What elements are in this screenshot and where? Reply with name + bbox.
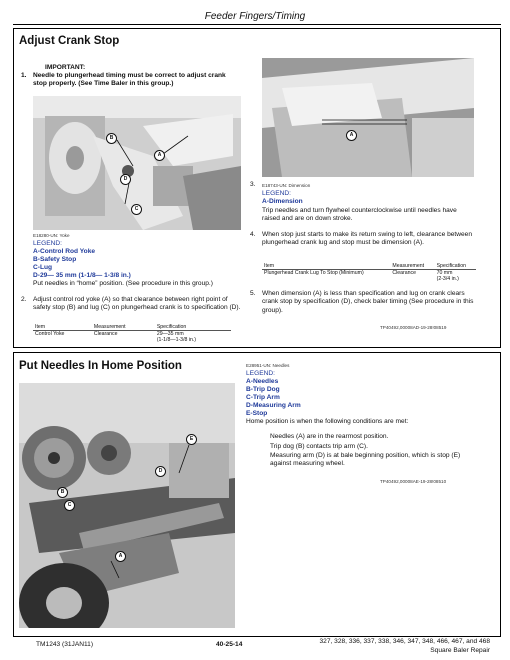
footer-page-number: 40-25-14 <box>216 641 243 648</box>
step-number: 1. <box>21 72 27 79</box>
legend-item: C-Trip Arm <box>246 394 280 401</box>
table-header: Specification <box>435 263 476 270</box>
reference-code: TP40492,00008AD-19-28!08519 <box>380 325 447 330</box>
table-header: Measurement <box>390 263 434 270</box>
step-number: 5. <box>250 290 256 297</box>
callout-c: C <box>64 500 75 511</box>
callout-d: D <box>120 174 131 185</box>
step-text: Adjust control rod yoke (A) so that clearance between right point of safety stop (B) and lug (C) on plungerhead crank is to specification (D). <box>33 296 241 312</box>
table-cell: Clearance <box>93 331 118 337</box>
table-cell <box>435 270 476 283</box>
figure-id: E18743-UN: Dimension <box>262 183 311 188</box>
callout-a: A <box>346 130 357 141</box>
legend-item: B-Safety Stop <box>33 256 77 263</box>
table-cell: Control Yoke <box>35 331 65 337</box>
callout-d: D <box>155 466 166 477</box>
needles-photo <box>19 383 235 628</box>
table-header: Specification <box>155 324 231 331</box>
step-text: When dimension (A) is less than specification and lug on crank clears crank stop by specification (D), check baler timing (See procedure in this group). <box>262 290 474 314</box>
footer-models: 327, 328, 336, 337, 338, 346, 347, 348, 466, 467, and 468 <box>319 638 490 645</box>
legend-item: A-Control Rod Yoke <box>33 248 96 255</box>
step-number: 4. <box>250 231 256 238</box>
spec-value: 70 mm <box>436 270 453 276</box>
section-title: Put Needles In Home Position <box>19 360 182 372</box>
condition-item: Measuring arm (D) is at bale beginning position, which is stop (E) against measuring wheel. <box>270 452 461 468</box>
legend-item: A-Dimension <box>262 198 303 205</box>
callout-a: A <box>115 551 126 562</box>
callout-b: B <box>106 133 117 144</box>
footer-book-title: Square Baler Repair <box>430 647 490 654</box>
condition-item: Trip dog (B) contacts trip arm (C). <box>270 443 368 450</box>
important-label: IMPORTANT: <box>45 64 86 71</box>
dimension-illustration <box>262 58 474 177</box>
step-number: 3. <box>250 181 256 188</box>
spec-table <box>262 263 476 282</box>
legend-title: LEGEND: <box>262 190 291 197</box>
intro-text: Home position is when the following conditions are met: <box>246 418 409 425</box>
section-title: Adjust Crank Stop <box>19 35 120 47</box>
dimension-photo <box>262 58 474 177</box>
figure-id: E28951-UN: Needles <box>246 363 290 368</box>
spec-value-sub: (1-1/8—1-3/8 in.) <box>156 337 197 343</box>
condition-item: Needles (A) are in the rearmost position. <box>270 433 389 440</box>
table-header: Measurement <box>92 324 155 331</box>
table-cell: Plungerhead Crank Lug To Stop (Minimum) <box>264 270 364 276</box>
step-text: Trip needles and turn flywheel counterclockwise until needles have raised and are on down stroke. <box>262 207 457 223</box>
callout-b: B <box>57 487 68 498</box>
callout-a: A <box>154 150 165 161</box>
step-text: When stop just starts to make its return swing to left, clearance between plungerhead crank lug and stop must be dimension (A). <box>262 231 472 247</box>
important-text: Needle to plungerhead timing must be correct to adjust crank stop properly. (See Time Baler in this group.) <box>33 72 226 88</box>
needles-illustration <box>19 383 235 628</box>
legend-item: B-Trip Dog <box>246 386 280 393</box>
figure-id: E18280-UN: Yoke <box>33 233 70 238</box>
table-header: Item <box>33 324 92 331</box>
callout-e: E <box>186 434 197 445</box>
spec-value-sub: (2-3/4 in.) <box>436 276 459 282</box>
page-header-title: Feeder Fingers/Timing <box>204 11 306 22</box>
legend-title: LEGEND: <box>33 240 62 247</box>
callout-c: C <box>131 204 142 215</box>
table-header: Item <box>262 263 390 270</box>
header-rule <box>13 24 501 25</box>
legend-item: D-29— 35 mm (1-1/8— 1-3/8 in.) <box>33 272 131 279</box>
spec-value: 29—35 mm <box>156 331 184 337</box>
table-cell: Clearance <box>392 270 417 276</box>
reference-code: TP40492,00008AE-19-28!08510 <box>380 479 447 484</box>
step-number: 2. <box>21 296 27 303</box>
legend-item: A-Needles <box>246 378 279 385</box>
legend-item: C-Lug <box>33 264 53 271</box>
footer-manual-id: TM1243 (31JAN11) <box>36 641 94 648</box>
legend-title: LEGEND: <box>246 370 275 377</box>
figure-note: Put needles in “home” position. (See procedure in this group.) <box>33 280 213 287</box>
legend-item: E-Stop <box>246 410 268 417</box>
spec-table <box>33 324 231 343</box>
table-cell <box>155 331 231 344</box>
legend-item: D-Measuring Arm <box>246 402 301 409</box>
